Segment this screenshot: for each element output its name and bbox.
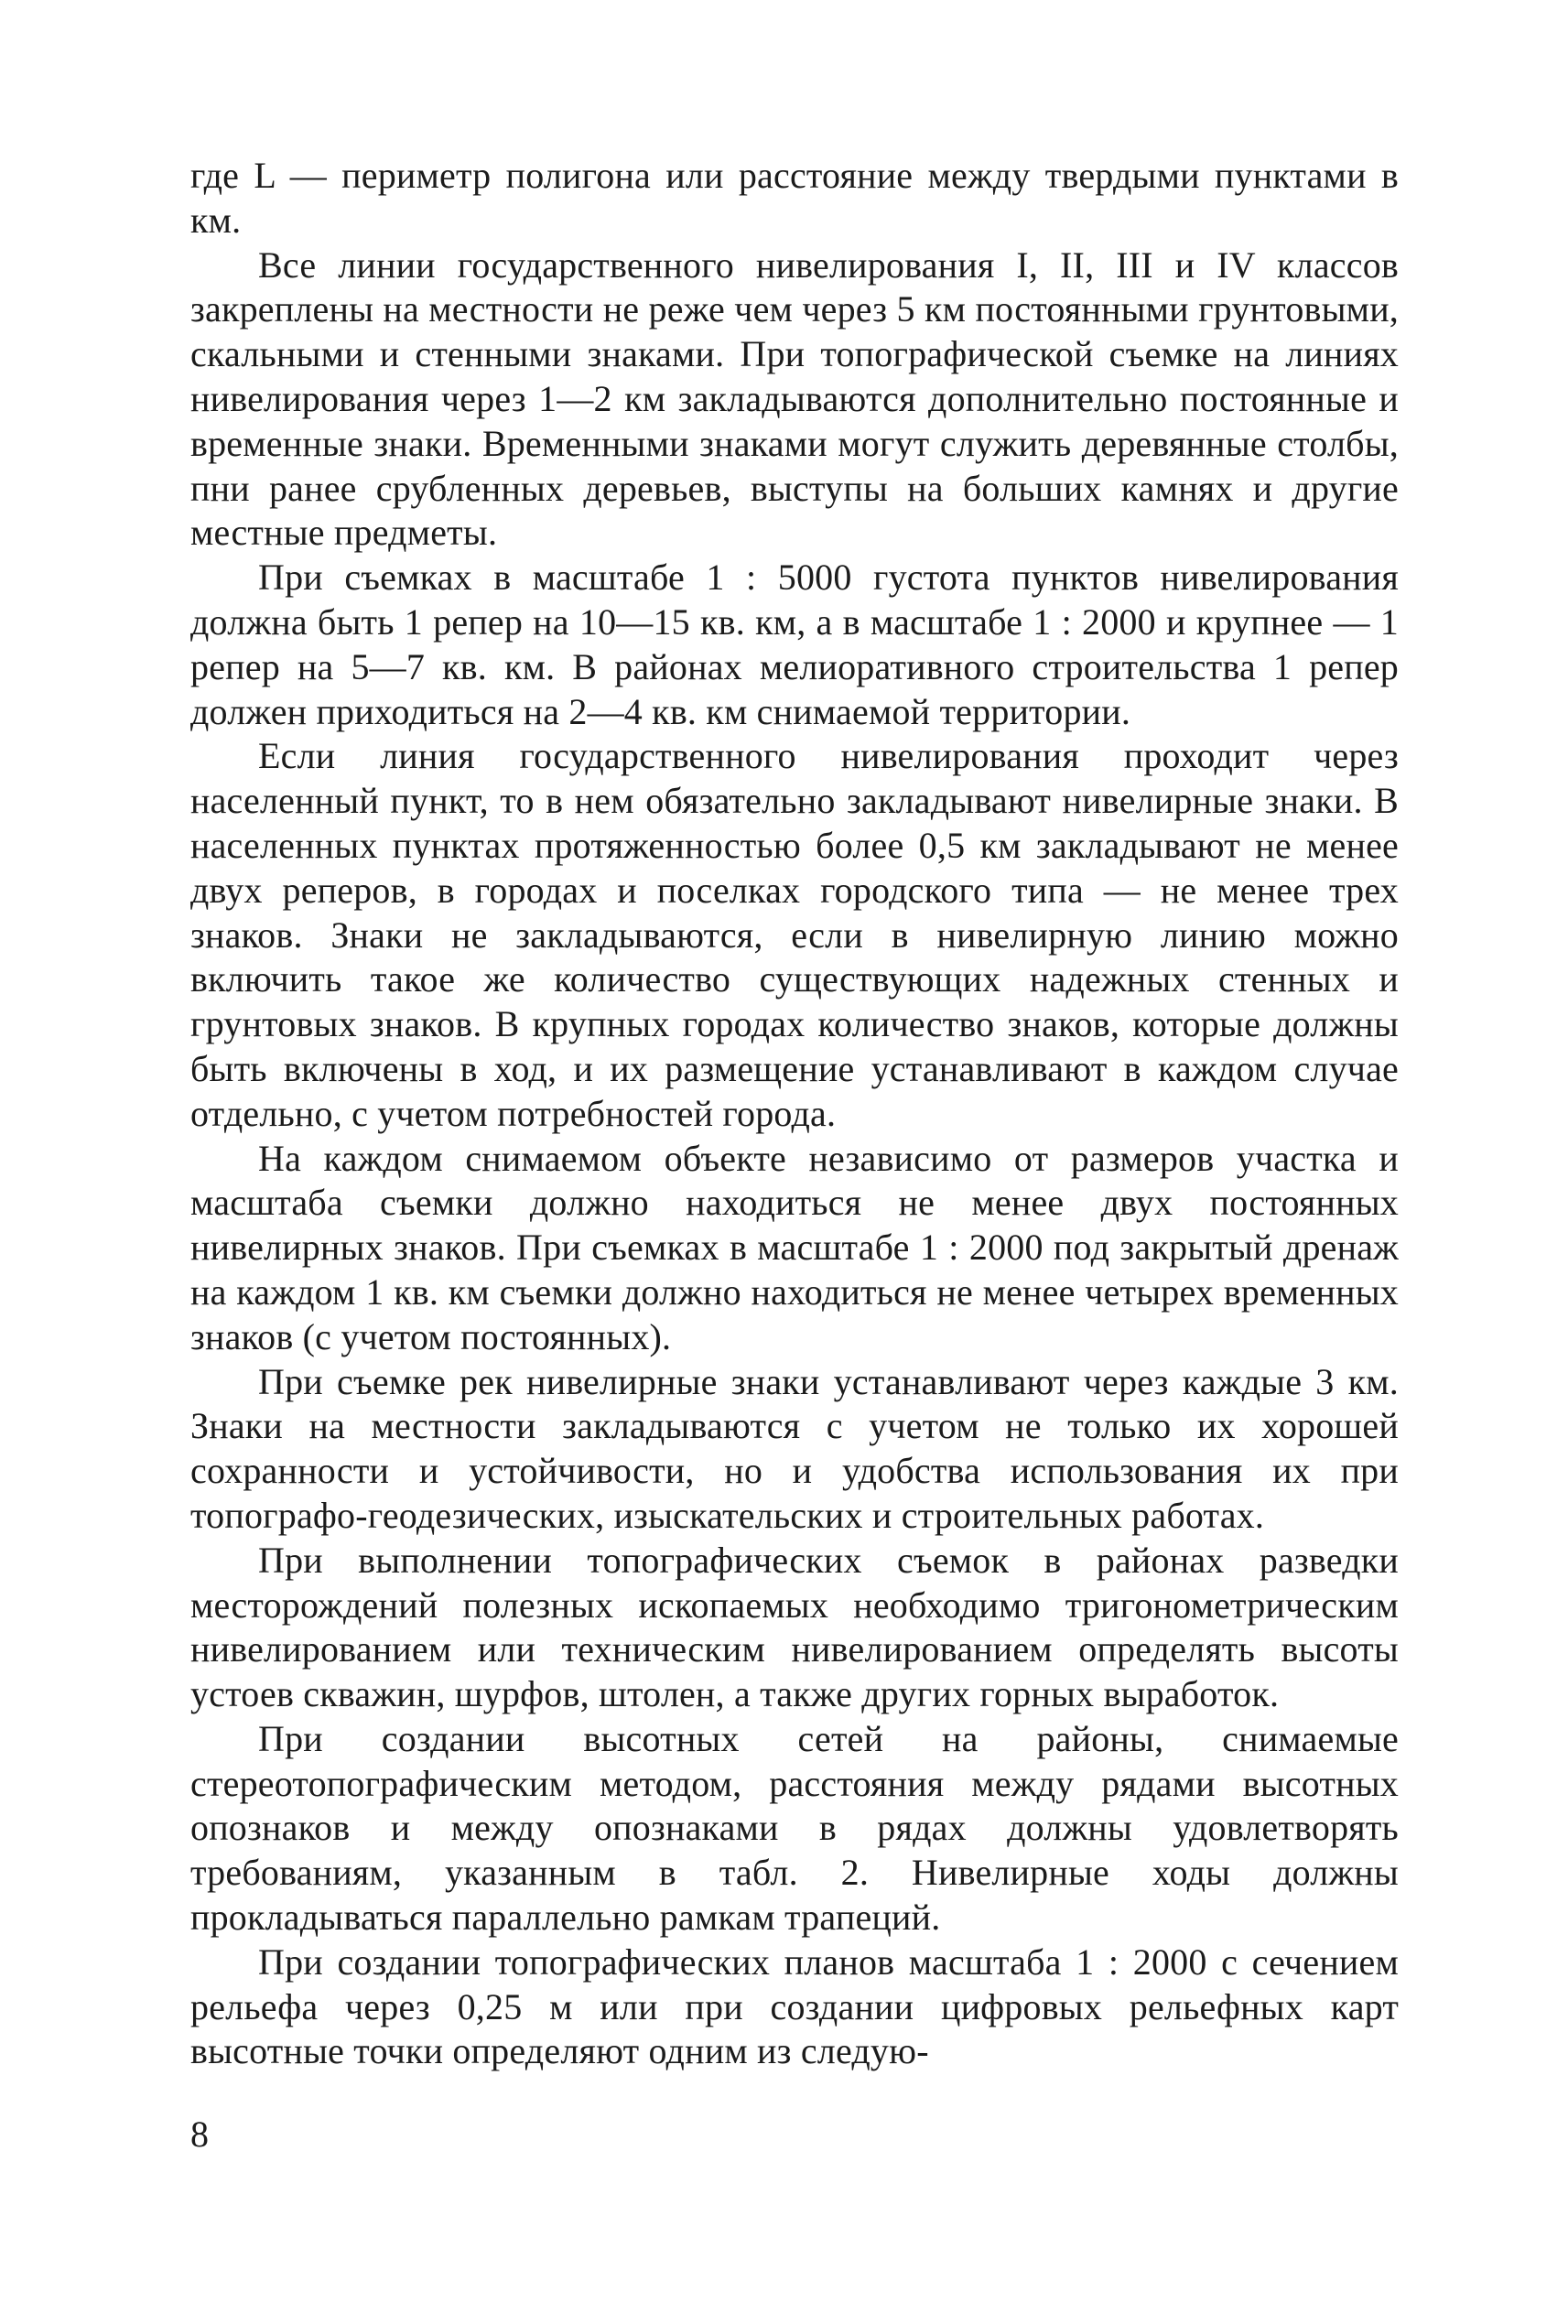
paragraph-2: Все линии государственного нивелирования I, II, III и IV классов закреплены на местности не реже чем через 5 км постоянными грунтовыми, скальными и стенными знаками. При топографической съемке на линиях нивелирования через 1—2 км закладываются дополнительно постоянные и временные знаки. Временными знаками могут служить деревянные столбы, пни ранее срубленных деревьев, выступы на больших камнях и другие местные предметы. <box>190 243 1399 554</box>
paragraph-1: где L — периметр полигона или расстояние между твердыми пунктами в км. <box>190 155 1399 241</box>
paragraph-3: При съемках в масштабе 1 : 5000 густота пунктов нивелирования должна быть 1 репер на 10—15 кв. км, а в масштабе 1 : 2000 и крупнее — 1 репер на 5—7 кв. км. В районах мелиоративного строительства 1 репер должен приходиться на 2—4 кв. км снимаемой территории. <box>190 557 1399 732</box>
paragraph-4: Если линия государственного нивелирования проходит через населенный пункт, то в нем обязательно закладывают нивелирные знаки. В населенных пунктах протяженностью более 0,5 км закладывают не менее двух реперов, в городах и поселках городского типа — не менее трех знаков. Знаки не закладываются, если в нивелирную линию можно включить такое же количество существующих надежных стенных и грунтовых знаков. В крупных городах количество знаков, которые должны быть включены в ход, и их размещение устанавливают в каждом случае отдельно, с учетом потребностей города. <box>190 735 1399 1134</box>
paragraph-7: При выполнении топографических съемок в районах разведки месторождений полезных ископаемых необходимо тригонометрическим нивелированием или техническим нивелированием определять высоты устоев скважин, шурфов, штолен, а также других горных выработок. <box>190 1539 1399 1715</box>
paragraph-8: При создании высотных сетей на районы, снимаемые стереотопографическим методом, расстояния между рядами высотных опознаков и между опознаками в рядах должны удовлетворять требованиям, указанным в табл. 2. Нивелирные ходы должны прокладываться параллельно рамкам трапеций. <box>190 1717 1399 1939</box>
body-text <box>190 154 1399 2074</box>
paragraph-6: При съемке рек нивелирные знаки устанавливают через каждые 3 км. Знаки на местности закладываются с учетом не только их хорошей сохранности и устойчивости, но и удобства использования их при топографо-геодезических, изыскательских и строительных работах. <box>190 1360 1399 1536</box>
paragraph-9: При создании топографических планов масштаба 1 : 2000 с сечением рельефа через 0,25 м или при создании цифровых рельефных карт высотные точки определяют одним из следую- <box>190 1940 1399 2072</box>
paragraph-5: На каждом снимаемом объекте независимо от размеров участка и масштаба съемки должно находиться не менее двух постоянных нивелирных знаков. При съемках в масштабе 1 : 2000 под закрытый дренаж на каждом 1 кв. км съемки должно находиться не менее четырех временных знаков (с учетом постоянных). <box>190 1137 1399 1357</box>
page-number: 8 <box>190 2113 209 2155</box>
